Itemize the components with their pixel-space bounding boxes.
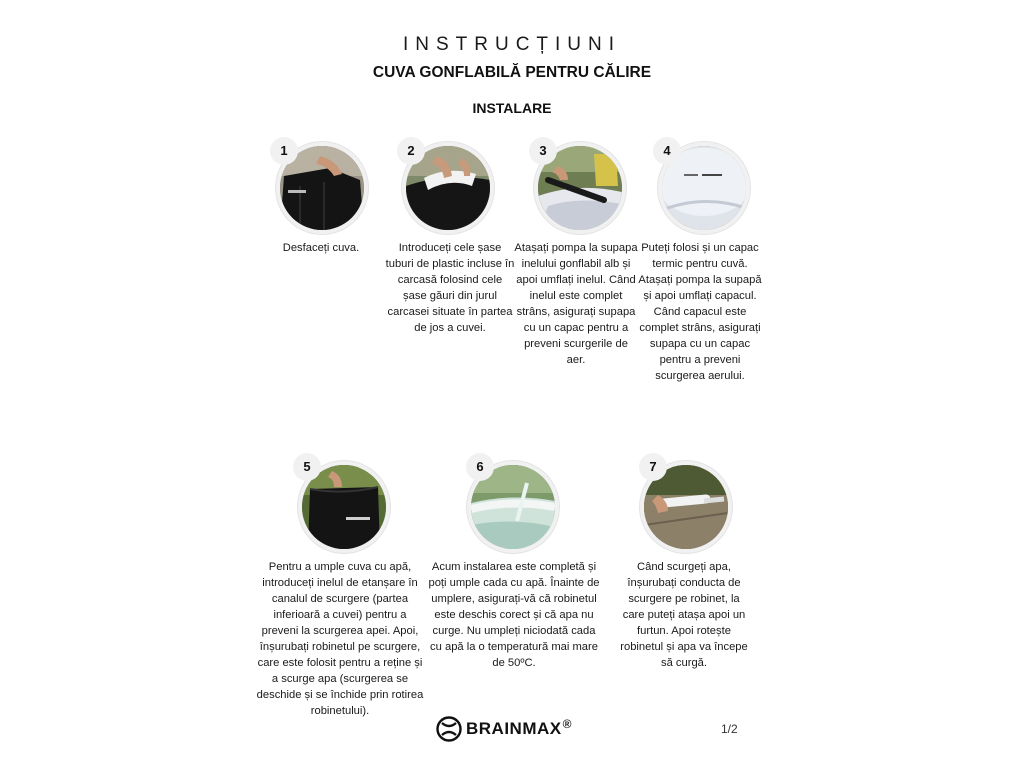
page-number: 1/2 [721, 722, 738, 736]
step-7-number: 7 [639, 453, 667, 481]
brainmax-logo-icon [436, 716, 462, 742]
step-2-number: 2 [397, 137, 425, 165]
step-3-text: Atașați pompa la supapa inelului gonflabil alb și apoi umflați inelul. Când inelul este complet strâns, asigurați supapa cu un capac pentru a preveni scurgerile de aer. [514, 242, 638, 366]
step-5-text: Pentru a umple cuva cu apă, introduceți inelul de etanșare în canalul de scurgere (partea inferioară a cuvei) pentru a preveni la scurgerea apei. Apoi, înșurubați robinetul pe scurgere, care este folosit pentru a reține și a scurge apa (scurgerea se deschide și se închide prin rotirea robinetului). [256, 561, 424, 717]
brand-logo [436, 714, 571, 744]
step-6-text: Acum instalarea este completă și poți umple cada cu apă. Înainte de umplere, asigurați-vă că robinetul este deschis corect și că apa nu curge. Nu umpleți niciodată cada cu apă la o temperatură mai mare de 50ºC. [428, 561, 600, 669]
step-4-number: 4 [653, 137, 681, 165]
step-3-number: 3 [529, 137, 557, 165]
step-5-number: 5 [293, 453, 321, 481]
registered-mark: ® [562, 717, 572, 731]
step-1-text: Desfaceți cuva. [282, 242, 360, 254]
step-7-text: Când scurgeți apa, înșurubați conducta de scurgere pe robinet, la care puteți atașa apoi un furtun. Apoi rotește robinetul și apa va începe să curgă. [620, 561, 748, 669]
page-title: INSTRUCȚIUNI [402, 34, 622, 55]
step-4-text: Puteți folosi și un capac termic pentru cuvă. Atașați pompa la supapă și apoi umflați capacul. Când capacul este complet strâns, asigurați supapa cu un capac pentru a preveni scurgerea aerului. [638, 242, 762, 382]
step-6-number: 6 [466, 453, 494, 481]
step-2-text: Introduceți cele șase tuburi de plastic incluse în carcasă folosind cele șase găuri din jurul carcasei situate în partea de jos a cuvei. [385, 242, 515, 334]
step-1-number: 1 [270, 137, 298, 165]
page-subtitle: CUVA GONFLABILĂ PENTRU CĂLIRE [372, 64, 652, 81]
section-heading: INSTALARE [472, 100, 552, 116]
brand-name: BRAINMAX [466, 719, 562, 738]
